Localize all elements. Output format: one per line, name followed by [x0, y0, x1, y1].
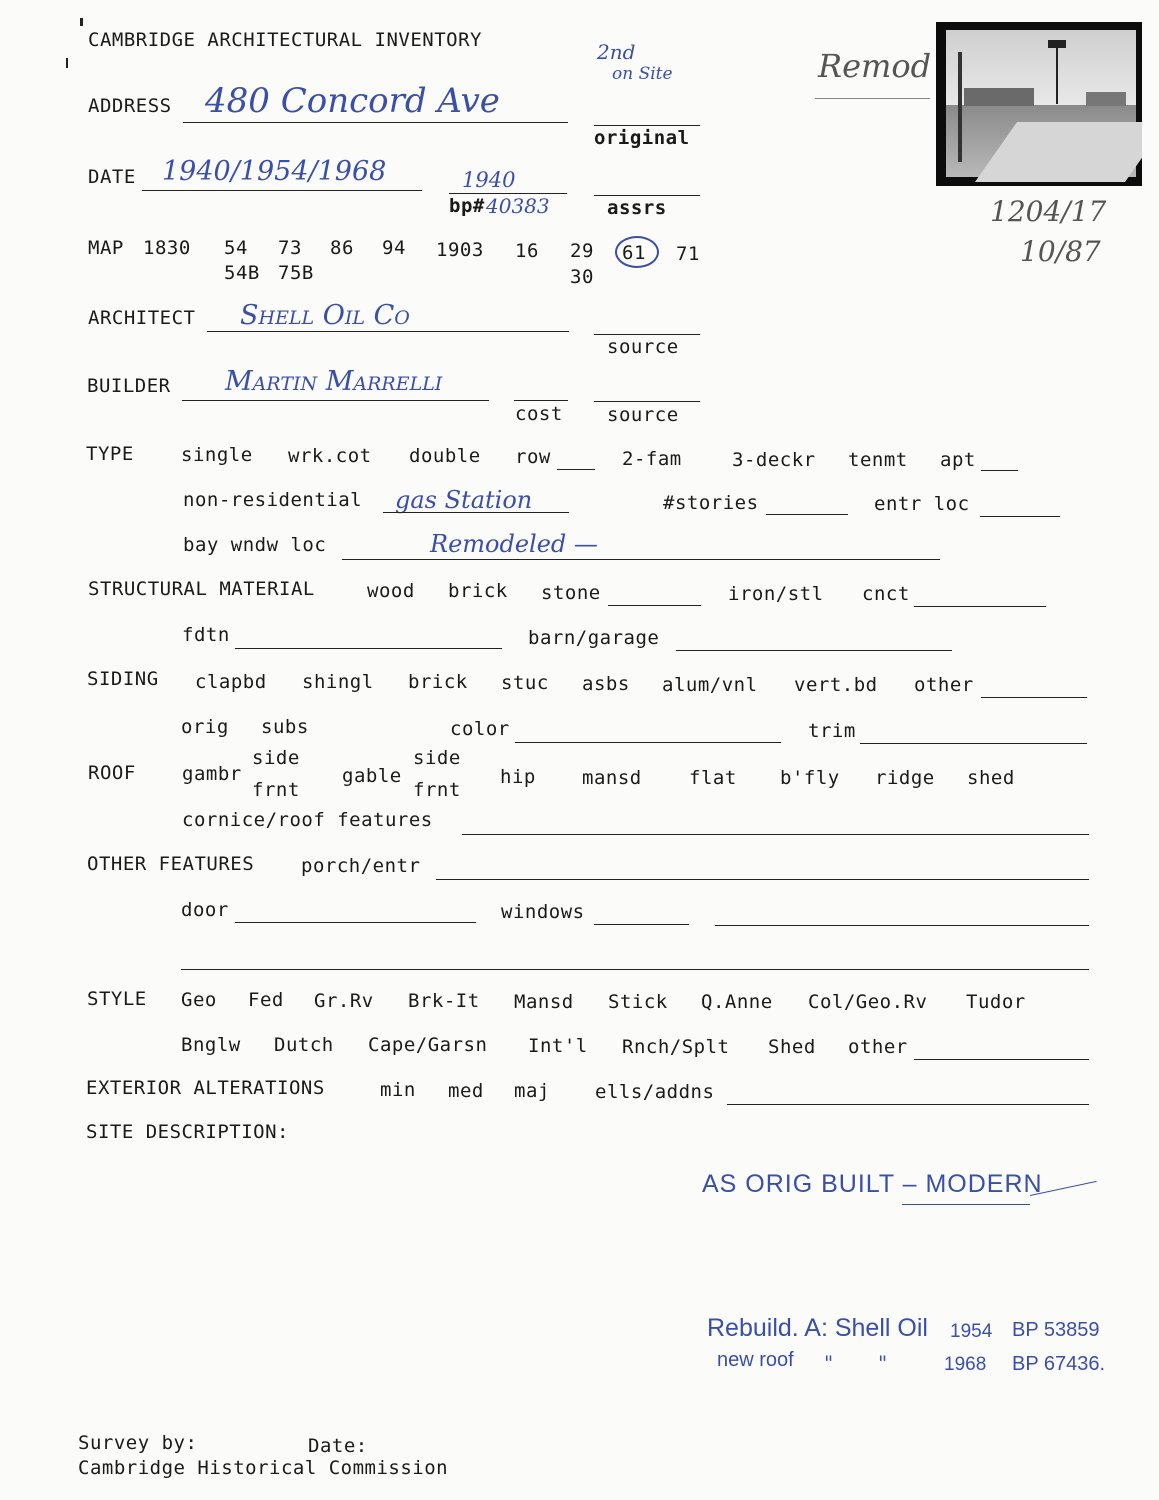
- address-label: ADDRESS: [88, 95, 172, 117]
- style-colgeorv: Col/Geo.Rv: [808, 991, 928, 1013]
- stone-line: [608, 605, 701, 606]
- photo-sign-post: [1056, 44, 1058, 104]
- stories-line: [766, 514, 848, 515]
- site-label: SITE DESCRIPTION:: [86, 1121, 289, 1143]
- roof-gable-side: side: [413, 747, 461, 769]
- cost-label: cost: [515, 403, 563, 425]
- map-label: MAP: [88, 237, 124, 259]
- roof-gambr: gambr: [182, 763, 242, 785]
- entr-line: [980, 516, 1060, 517]
- porch-line: [436, 879, 1089, 880]
- ext-med: med: [448, 1080, 484, 1102]
- ext-ells: ells/addns: [595, 1081, 715, 1103]
- type-apt: apt: [940, 449, 976, 471]
- style-other-line: [914, 1059, 1089, 1060]
- builder-label: BUILDER: [87, 375, 171, 397]
- siding-other-line: [981, 697, 1087, 698]
- type-3deckr: 3-deckr: [732, 449, 816, 471]
- bay-line: [342, 559, 940, 560]
- siding-clapbd: clapbd: [195, 671, 267, 693]
- site-note-1954: 1954: [950, 1321, 993, 1342]
- door-line: [235, 922, 476, 923]
- map-1830: 1830: [143, 237, 191, 259]
- struct-stone: stone: [541, 582, 601, 604]
- fdtn-line: [235, 648, 502, 649]
- roof-gable: gable: [342, 765, 402, 787]
- site-note-bp2: BP 67436.: [1012, 1353, 1106, 1375]
- map-61-circle: [615, 236, 659, 268]
- builder-value: Martin Marrelli: [225, 366, 443, 397]
- porch-label: porch/entr: [301, 855, 421, 877]
- map-54: 54: [224, 237, 248, 259]
- margin-mark: [66, 58, 68, 68]
- style-mansd: Mansd: [514, 991, 574, 1013]
- map-75b: 75B: [278, 262, 314, 284]
- siding-alumvnl: alum/vnl: [662, 674, 758, 696]
- date-label: DATE: [88, 166, 136, 188]
- siding-trim: trim: [808, 720, 856, 742]
- structural-label: STRUCTURAL MATERIAL: [88, 578, 315, 600]
- struct-ironstl: iron/stl: [728, 583, 824, 605]
- style-fed: Fed: [248, 989, 284, 1011]
- building-photo: [936, 22, 1142, 186]
- roof-mansd: mansd: [582, 767, 642, 789]
- site-note-ditto-2: ": [878, 1351, 888, 1375]
- windows-line-1: [594, 924, 689, 925]
- style-rnchsplt: Rnch/Splt: [622, 1036, 730, 1058]
- map-1903: 1903: [436, 239, 484, 261]
- cornice-line: [462, 834, 1089, 835]
- trim-line: [860, 743, 1087, 744]
- architect-source-line: [594, 334, 700, 335]
- map-73: 73: [278, 237, 302, 259]
- photo-sign: [1048, 40, 1066, 48]
- nonres-line: [383, 512, 569, 513]
- style-intl: Int'l: [528, 1035, 588, 1057]
- photo-pole: [958, 52, 962, 162]
- bay-label: bay wndw loc: [183, 534, 327, 556]
- style-grrv: Gr.Rv: [314, 990, 374, 1012]
- struct-cnct: cnct: [862, 583, 910, 605]
- date-value: 1940/1954/1968: [162, 156, 387, 187]
- style-bnglw: Bnglw: [181, 1034, 241, 1056]
- roof-ridge: ridge: [875, 767, 935, 789]
- original-line: [594, 125, 700, 126]
- map-71: 71: [676, 243, 700, 265]
- architect-label: ARCHITECT: [88, 307, 196, 329]
- entr-label: entr loc: [874, 493, 970, 515]
- bay-value: Remodeled —: [430, 530, 598, 558]
- address-line: [183, 122, 568, 123]
- site-note-ditto-1: ": [824, 1351, 834, 1375]
- fdtn-label: fdtn: [182, 624, 230, 646]
- nonres-value: gas Station: [395, 486, 533, 514]
- other-features-label: OTHER FEATURES: [87, 853, 255, 875]
- roof-gambr-side: side: [252, 747, 300, 769]
- door-label: door: [181, 899, 229, 921]
- struct-wood: wood: [367, 580, 415, 602]
- type-single: single: [181, 444, 253, 466]
- style-tudor: Tudor: [966, 991, 1026, 1013]
- ells-line: [727, 1104, 1089, 1105]
- windows-label: windows: [501, 901, 585, 923]
- barn-line: [676, 650, 952, 651]
- bp-label: bp#: [449, 195, 485, 217]
- style-stick: Stick: [608, 991, 668, 1013]
- assrs-line: [594, 195, 700, 196]
- siding-label: SIDING: [87, 668, 159, 690]
- map-61: 61: [622, 242, 646, 264]
- style-shed: Shed: [768, 1036, 816, 1058]
- type-wrkcot: wrk.cot: [288, 445, 372, 467]
- map-29: 29: [570, 240, 594, 262]
- roof-shed: shed: [967, 767, 1015, 789]
- style-capegarsn: Cape/Garsn: [368, 1034, 488, 1056]
- map-54b: 54B: [224, 262, 260, 284]
- type-double: double: [409, 445, 481, 467]
- style-brkit: Brk-It: [408, 990, 480, 1012]
- style-other: other: [848, 1036, 908, 1058]
- address-value: 480 Concord Ave: [205, 81, 500, 121]
- siding-asbs: asbs: [582, 673, 630, 695]
- architect-line: [207, 331, 569, 332]
- site-note-rebuild: Rebuild. A: Shell Oil: [707, 1314, 928, 1342]
- ext-maj: maj: [514, 1080, 550, 1102]
- siding-stuc: stuc: [501, 672, 549, 694]
- blank-line: [181, 969, 1089, 970]
- bp-year: 1940: [462, 168, 516, 192]
- siding-brick: brick: [408, 671, 468, 693]
- site-note-bp1: BP 53859: [1012, 1319, 1100, 1341]
- barn-label: barn/garage: [528, 627, 660, 649]
- style-geo: Geo: [181, 989, 217, 1011]
- pencil-ref-2: 10/87: [1020, 235, 1101, 268]
- roof-bfly: b'fly: [780, 767, 840, 789]
- site-note-newroof: new roof: [717, 1349, 794, 1371]
- builder-source-label: source: [607, 404, 679, 426]
- site-note-1968: 1968: [944, 1354, 987, 1375]
- site-note-underline: [902, 1204, 1030, 1205]
- stories-label: #stories: [663, 492, 759, 514]
- architect-source-label: source: [607, 336, 679, 358]
- original-label: original: [594, 127, 690, 149]
- apt-line: [981, 470, 1018, 471]
- builder-source-line: [594, 401, 700, 402]
- footer-org: Cambridge Historical Commission: [78, 1457, 449, 1479]
- roof-hip: hip: [500, 766, 536, 788]
- note-on-site: on Site: [612, 64, 673, 84]
- row-line: [557, 469, 595, 470]
- nonres-label: non-residential: [183, 489, 363, 511]
- roof-label: ROOF: [88, 762, 136, 784]
- struct-brick: brick: [448, 580, 508, 602]
- type-label: TYPE: [86, 443, 134, 465]
- siding-shingl: shingl: [302, 671, 374, 693]
- style-qanne: Q.Anne: [701, 991, 773, 1013]
- siding-other: other: [914, 674, 974, 696]
- cnct-line: [914, 606, 1046, 607]
- survey-label: Survey by:: [78, 1432, 198, 1454]
- architect-value: Shell Oil Co: [240, 300, 410, 331]
- map-86: 86: [330, 237, 354, 259]
- exterior-label: EXTERIOR ALTERATIONS: [86, 1077, 325, 1099]
- siding-color: color: [450, 718, 510, 740]
- roof-gable-frnt: frnt: [413, 779, 461, 801]
- type-row: row: [515, 446, 551, 468]
- site-note-1: AS ORIG BUILT – MODERN: [702, 1170, 1043, 1198]
- bp-value: 40383: [486, 194, 550, 218]
- type-tenmt: tenmt: [848, 449, 908, 471]
- pencil-ref-1: 1204/17: [990, 195, 1107, 228]
- map-30: 30: [570, 266, 594, 288]
- style-label: STYLE: [87, 988, 147, 1010]
- assrs-label: assrs: [607, 197, 667, 219]
- cost-line: [514, 400, 568, 401]
- survey-date-label: Date:: [308, 1435, 368, 1457]
- siding-orig: orig: [181, 716, 229, 738]
- margin-mark: [80, 18, 83, 26]
- siding-subs: subs: [261, 716, 309, 738]
- date-line: [142, 190, 422, 191]
- windows-line-2: [715, 925, 1089, 926]
- photo-building: [964, 88, 1034, 106]
- roof-flat: flat: [689, 767, 737, 789]
- note-2nd: 2nd: [597, 40, 636, 64]
- pencil-stroke: [815, 98, 930, 99]
- form-title: CAMBRIDGE ARCHITECTURAL INVENTORY: [88, 29, 482, 51]
- pencil-remod: Remod: [818, 47, 932, 85]
- photo-building-2: [1086, 92, 1126, 106]
- builder-line: [182, 400, 489, 401]
- map-16: 16: [515, 240, 539, 262]
- type-2fam: 2-fam: [622, 448, 682, 470]
- ext-min: min: [380, 1079, 416, 1101]
- style-dutch: Dutch: [274, 1034, 334, 1056]
- map-94: 94: [382, 237, 406, 259]
- roof-gambr-frnt: frnt: [252, 779, 300, 801]
- siding-vertbd: vert.bd: [794, 674, 878, 696]
- cornice-label: cornice/roof features: [182, 809, 433, 831]
- color-line: [515, 742, 781, 743]
